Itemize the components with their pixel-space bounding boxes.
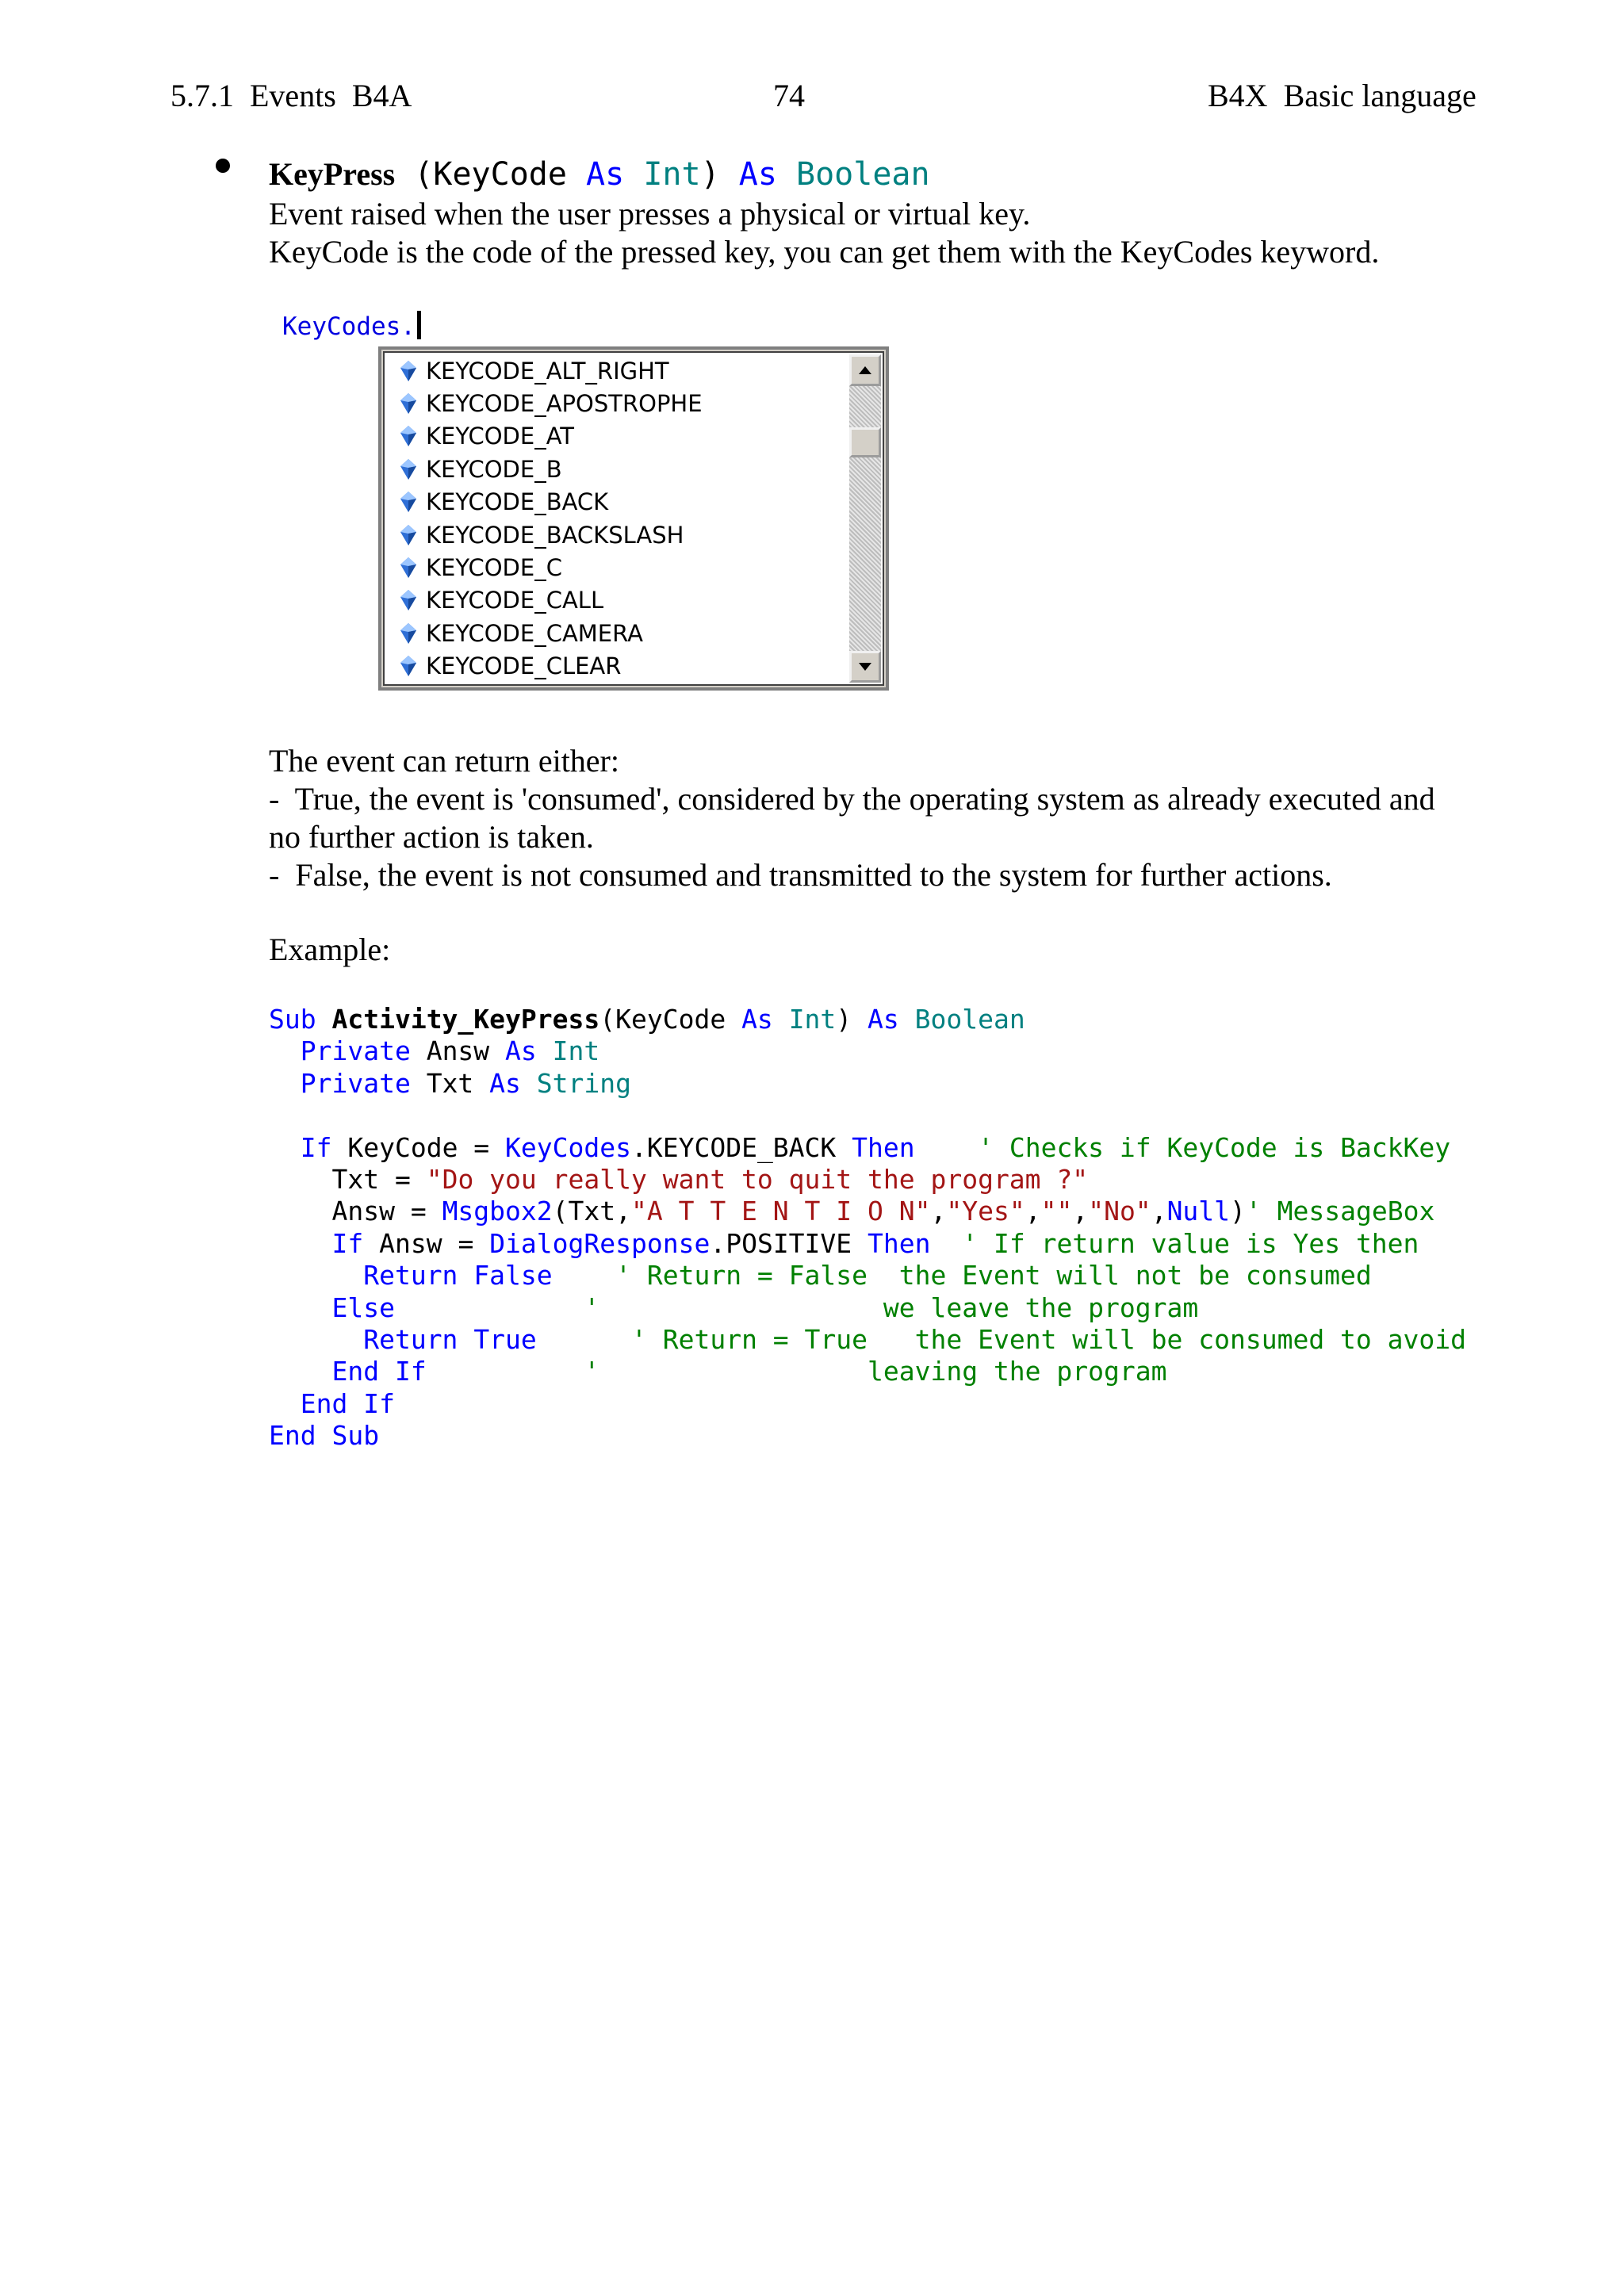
code-line-14 <box>269 1420 1466 1452</box>
code-text: Answ = <box>331 1196 442 1227</box>
code-text: , <box>930 1196 947 1227</box>
kw-return: Return <box>363 1324 458 1356</box>
header-book-title: B4X Basic language <box>1208 78 1477 113</box>
type-int: Int <box>788 1004 837 1035</box>
code-line-4 <box>269 1100 1466 1131</box>
autocomplete-item[interactable] <box>389 486 841 519</box>
code-text: KeyCode = <box>331 1131 506 1163</box>
code-line-12 <box>269 1356 1466 1387</box>
scroll-up-button[interactable] <box>849 354 881 386</box>
code-block <box>269 1004 1466 1452</box>
code-line-13 <box>269 1388 1466 1420</box>
code-text: , <box>1072 1196 1089 1227</box>
keycodes-typed-label: KeyCodes. <box>282 312 416 341</box>
scroll-down-button[interactable] <box>849 651 881 683</box>
kw-then: Then <box>852 1131 915 1163</box>
kw-as: As <box>489 1067 521 1099</box>
type-int: Int <box>552 1035 600 1067</box>
kw-as: As <box>505 1035 537 1067</box>
code-string: "Do you really want to quit the program ?" <box>426 1164 1089 1196</box>
autocomplete-item-label: KEYCODE_C <box>426 554 562 582</box>
code-line-8 <box>269 1228 1466 1260</box>
autocomplete-item-label: KEYCODE_CAMERA <box>426 619 643 647</box>
code-comment: ' MessageBox <box>1245 1196 1435 1227</box>
autocomplete-item-label: KEYCODE_BACK <box>426 488 609 516</box>
sig-as1: As <box>586 156 625 193</box>
code-comment: ' leaving the program <box>426 1356 1167 1387</box>
autocomplete-item-label: KEYCODE_CLEAR <box>426 652 622 680</box>
kw-then: Then <box>868 1227 931 1259</box>
keycode-constant-icon <box>400 459 416 480</box>
autocomplete-item-label: KEYCODE_CALL <box>426 587 604 614</box>
code-text: , <box>1151 1196 1167 1227</box>
scroll-thumb[interactable] <box>849 427 881 457</box>
kw-private: Private <box>300 1067 411 1099</box>
code-text: Txt = <box>331 1164 427 1196</box>
returns-intro: The event can return either: <box>269 743 619 779</box>
code-text: Txt <box>410 1067 490 1099</box>
returns-true-line1: - True, the event is 'consumed', considered by the operating system as already executed and <box>269 781 1435 817</box>
type-boolean: Boolean <box>914 1004 1025 1035</box>
kw-private: Private <box>300 1035 411 1067</box>
sub-name: Activity_KeyPress <box>331 1004 600 1035</box>
code-string: "Yes" <box>946 1196 1025 1227</box>
code-text: Answ = <box>363 1227 490 1259</box>
code-line-2 <box>269 1035 1466 1067</box>
scroll-up-arrow-icon <box>859 366 871 374</box>
keycodes-typed-text <box>282 311 421 342</box>
keycode-constant-icon <box>400 426 416 446</box>
fn-msgbox2: Msgbox2 <box>442 1196 553 1227</box>
popup-scrollbar[interactable] <box>849 354 881 683</box>
code-text: Answ <box>410 1035 506 1067</box>
code-text: ) <box>1230 1196 1246 1227</box>
code-string: "A T T E N T I O N" <box>630 1196 931 1227</box>
code-comment: ' Return = False the Event will not be consumed <box>552 1260 1372 1292</box>
keycode-constant-icon <box>400 492 416 512</box>
keycode-constant-icon <box>400 557 416 578</box>
code-line-11 <box>269 1324 1466 1356</box>
autocomplete-item[interactable] <box>389 650 841 683</box>
code-text: , <box>1025 1196 1041 1227</box>
page-number: 74 <box>773 78 805 113</box>
kw-end-if: End If <box>331 1356 427 1387</box>
code-comment: ' If return value is Yes then <box>930 1227 1419 1259</box>
event-name: KeyPress <box>269 156 396 192</box>
keypress-signature <box>269 155 930 193</box>
autocomplete-item[interactable] <box>389 387 841 419</box>
code-text: (Txt, <box>552 1196 631 1227</box>
code-text: .POSITIVE <box>710 1227 868 1259</box>
autocomplete-item-label: KEYCODE_ALT_RIGHT <box>426 357 669 385</box>
text-caret <box>417 311 421 339</box>
type-string: String <box>536 1067 632 1099</box>
bullet <box>216 159 230 173</box>
autocomplete-item[interactable] <box>389 420 841 453</box>
autocomplete-item-label: KEYCODE_AT <box>426 423 574 450</box>
keycode-constant-icon <box>400 623 416 644</box>
returns-false: - False, the event is not consumed and transmitted to the system for further actions. <box>269 857 1332 893</box>
autocomplete-item[interactable] <box>389 354 841 387</box>
autocomplete-item-label: KEYCODE_BACKSLASH <box>426 521 684 549</box>
example-heading: Example: <box>269 932 391 967</box>
code-line-1 <box>269 1004 1466 1035</box>
autocomplete-item[interactable] <box>389 617 841 649</box>
code-string: "" <box>1040 1196 1073 1227</box>
kw-null: Null <box>1166 1196 1231 1227</box>
code-line-5 <box>269 1132 1466 1164</box>
kw-true: True <box>473 1324 537 1356</box>
sig-as2: As <box>738 156 777 193</box>
kw-end-sub: End Sub <box>269 1420 380 1452</box>
returns-true-line2: no further action is taken. <box>269 819 594 855</box>
kw-false: False <box>473 1260 553 1292</box>
autocomplete-item[interactable] <box>389 584 841 617</box>
kw-as: As <box>868 1004 899 1035</box>
sig-close: ) <box>700 156 739 193</box>
keycodes-autocomplete-popup <box>378 346 889 691</box>
keypress-desc-1: Event raised when the user presses a physical or virtual key. <box>269 196 1031 232</box>
kw-if: If <box>331 1227 364 1259</box>
code-line-9 <box>269 1260 1466 1292</box>
code-text: ) <box>836 1004 868 1035</box>
code-line-7 <box>269 1196 1466 1227</box>
autocomplete-item[interactable] <box>389 519 841 551</box>
kw-if: If <box>300 1131 332 1163</box>
keycode-constant-icon <box>400 393 416 414</box>
keycode-constant-icon <box>400 656 416 676</box>
sig-int: Int <box>643 156 701 193</box>
code-comment: ' Return = True the Event will be consumed to avoid <box>536 1324 1466 1356</box>
kw-keycodes: KeyCodes <box>505 1131 631 1163</box>
kw-return: Return <box>363 1260 458 1292</box>
code-comment: ' Checks if KeyCode is BackKey <box>914 1131 1451 1163</box>
code-line-10 <box>269 1292 1466 1324</box>
keypress-desc-2: KeyCode is the code of the pressed key, you can get them with the KeyCodes keyword. <box>269 234 1380 270</box>
keycode-constant-icon <box>400 590 416 610</box>
sig-bool: Boolean <box>796 156 930 193</box>
sig-open: (KeyCode <box>395 156 587 193</box>
code-text: .KEYCODE_BACK <box>631 1131 852 1163</box>
code-line-6 <box>269 1164 1466 1196</box>
kw-sub: Sub <box>269 1004 316 1035</box>
autocomplete-item-label: KEYCODE_B <box>426 455 562 483</box>
kw-end-if: End If <box>300 1387 395 1419</box>
code-line-3 <box>269 1068 1466 1100</box>
code-string: "No" <box>1088 1196 1151 1227</box>
header-section: 5.7.1 Events B4A <box>170 78 412 113</box>
autocomplete-list <box>389 354 841 683</box>
keycode-constant-icon <box>400 525 416 545</box>
autocomplete-item[interactable] <box>389 551 841 584</box>
autocomplete-item-label: KEYCODE_APOSTROPHE <box>426 390 703 418</box>
kw-else: Else <box>331 1292 395 1323</box>
kw-dialogresponse: DialogResponse <box>489 1227 710 1259</box>
scroll-down-arrow-icon <box>859 663 871 671</box>
autocomplete-item[interactable] <box>389 453 841 485</box>
code-text: (KeyCode <box>599 1004 742 1035</box>
kw-as: As <box>741 1004 773 1035</box>
keycode-constant-icon <box>400 361 416 381</box>
code-comment: ' we leave the program <box>394 1292 1199 1323</box>
